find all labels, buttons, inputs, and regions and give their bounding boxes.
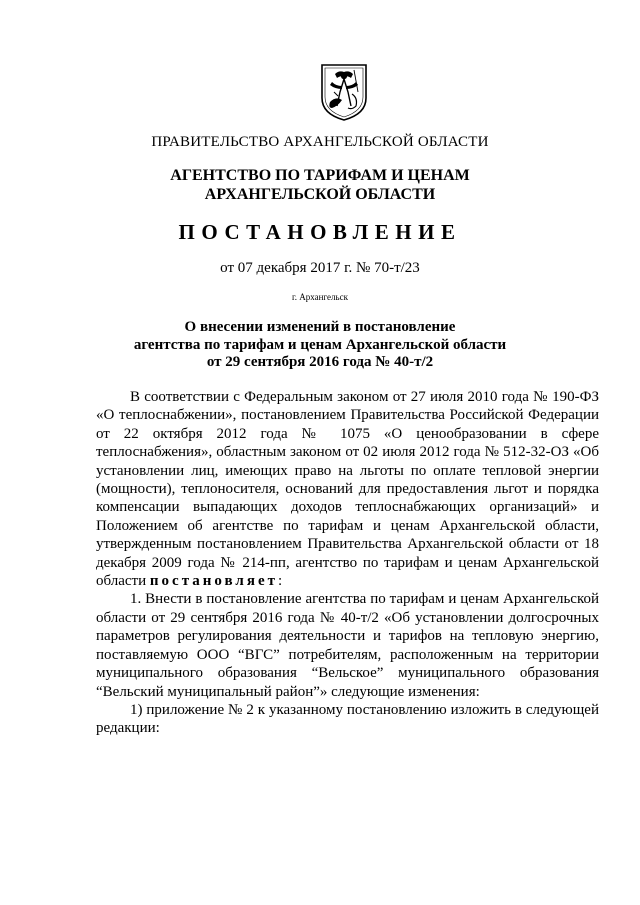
subject-line-3: от 29 сентября 2016 года № 40-т/2 [206, 354, 434, 370]
document-city: г. Архангельск [292, 292, 348, 302]
subject-line-1: О внесении изменений в постановление [184, 319, 456, 335]
document-body [96, 388, 599, 738]
government-name: ПРАВИТЕЛЬСТВО АРХАНГЕЛЬСКОЙ ОБЛАСТИ [151, 134, 489, 150]
document-subject [0, 319, 640, 372]
agency-name-line-1: АГЕНТСТВО ПО ТАРИФАМ И ЦЕНАМ [170, 167, 470, 184]
body-paragraph-item-1: 1. Внести в постановление агентства по тарифам и ценам Архангельской области от 29 сентября 2016 года № 40-т/2 «Об установлении долгосрочных параметров регулирования деятельности и тарифов на тепловую энергию, поставляемую ООО “ВГС” потребителям, расположенным на территории муниципального образования “Вельское” муниципального образования “Вельский муниципальный район”» следующие изменения: [96, 591, 599, 700]
resolves-keyword: постановляет [149, 573, 278, 590]
subject-line-2: агентства по тарифам и ценам Архангельской области [133, 336, 507, 353]
preamble-text: В соответствии с Федеральным законом от 27 июля 2010 года № 190-ФЗ «О теплоснабжении», постановлением Правительства Российской Федерации от 22 октября 2012 года № 1075 «О ценообразовании в сфере теплоснабжения», областным законом от 02 июля 2012 года № 512-32-ОЗ «Об установлении лиц, имеющих право на льготы по оплате тепловой энергии (мощности), теплоносителя, оснований для предоставления льгот и порядка компенсации выпадающих доходов теплоснабжающих организаций» и Положением об агентстве по тарифам и ценам Архангельской области, утвержденным постановлением Правительства Архангельской области от 18 декабря 2009 года № 214-пп, агентство по тарифам и ценам Архангельской области [96, 389, 599, 590]
body-paragraph-subitem-1: 1) приложение № 2 к указанному постановлению изложить в следующей редакции: [96, 701, 599, 737]
coat-of-arms-emblem [318, 62, 370, 122]
preamble-end: : [278, 573, 283, 590]
document-date-number: от 07 декабря 2017 г. № 70-т/23 [220, 260, 420, 276]
body-paragraph-preamble [96, 388, 599, 590]
document-type-title: ПОСТАНОВЛЕНИЕ [178, 220, 462, 244]
agency-name [0, 166, 640, 204]
agency-name-line-2: АРХАНГЕЛЬСКОЙ ОБЛАСТИ [204, 186, 436, 203]
